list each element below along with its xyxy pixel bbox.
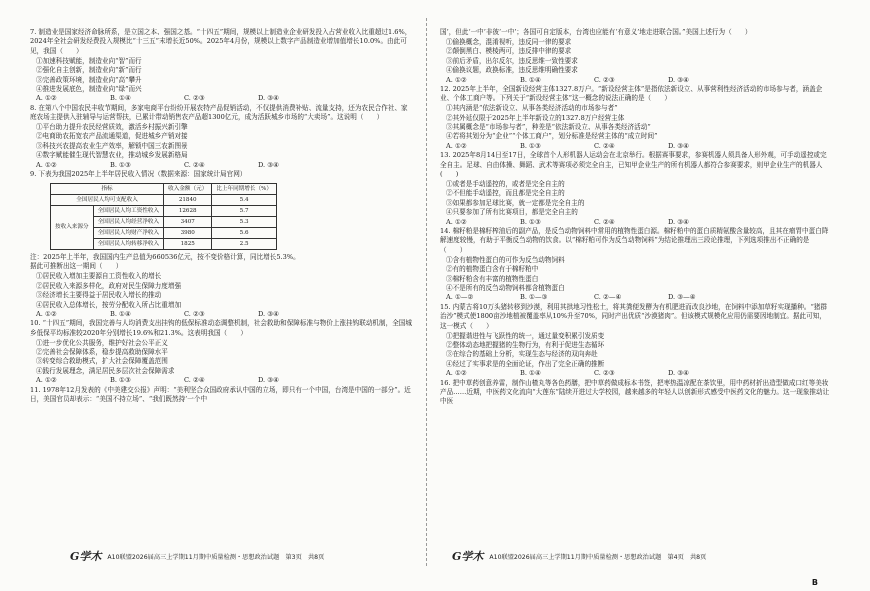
option: ④偷换议题，政换标准，违反思维明确性要求 [446,66,578,75]
choice-c: C. ②③ [184,94,205,103]
option: ①居民收入增加主要源自工资性收入的增长 [36,272,162,281]
option: ③经济增长主要得益于居民收入增长的推动 [36,291,162,300]
table-cell: 5.7 [212,205,277,216]
choice-d: D. ③④ [668,75,690,84]
question-stem: 15. 内蒙古将10万头猪转移到沙漠，利用其拱地习性松土，将其粪便发酵为有机肥进而改良沙地，在饲料中添加草籽实现播种。“猪群治沙”模式使1800亩沙地植被覆盖率从10%升至70%，同时产出优质“沙漠猪肉”。但该模式规模化应用仍需要因地制宜。据此可知，这一模式（ ） [440,302,827,330]
question-14 [440,227,832,303]
choice-d: D. ③④ [668,369,690,378]
choice-b: B. ①③ [110,376,131,385]
right-page [440,28,832,407]
option: ①含有植物性蛋白的可作为反刍动物饲料 [446,255,565,264]
answer-choices [446,76,832,85]
option: ②颠倒黑白、模棱两可，违反排中律的要求 [446,47,572,56]
question-stem: 14. 棉籽粕是棉籽榨油后的副产品，是反刍动物饲料中常用的植物性蛋白源。棉籽粕中的蛋白质精氨酸含量较高，且其在瘤胃中蛋白降解速度较慢，有助于平衡反刍动物的饮食。以“棉籽粕可作为反刍动物饲料”为结论推理出三段论推理，下列选项推出不正确的是（ ） [440,227,829,254]
table-cell: 2.5 [212,238,277,249]
option: ①其内涵是“依法新设立、从事各类经济活动的市场参与者” [446,104,618,113]
choice-a: A. ①② [36,376,57,385]
option: ③转变综合救助模式，扩大社会保障覆盖范围 [36,357,168,366]
question-13 [440,151,832,227]
footer-text: A10联盟2026届高三上学期11月期中质量检测・思想政治试题 第3页 共8页 [107,553,325,561]
choice-a: A. ①② [446,75,467,84]
left-page [30,28,414,405]
question-stem: 10. “十四五”期间，我国完善与人均消费支出挂钩的低保标准动态调整机制，社会救助和保障标准与物价上涨挂钩联动机制，全国城乡低保平均标准较2020年分别增长19.6%和21.3%。这表明我国（ ） [30,319,412,337]
choice-c: C. ②④ [184,376,205,385]
choice-d: D. ③④ [668,141,690,150]
table-cell: 5.6 [212,227,277,238]
option: ④只要参加了所有比赛项目，都是完全自主的 [446,208,578,217]
table-cell: 3980 [164,227,212,238]
option: ④践行发展理念，满足居民多层次社会保障需求 [36,366,175,375]
table-cell: 全国居民人均经营净收入 [93,216,164,227]
choice-b: B. ①④ [520,369,541,378]
choice-a: A. ①—② [446,293,474,302]
question-10 [30,319,414,385]
choice-c: C. ②④ [594,141,615,150]
choice-a: A. ①② [36,94,57,103]
option: ③如果都参加足球比赛，就一定都是完全自主的 [446,198,585,207]
choice-a: A. ①② [446,141,467,150]
brand-logo: G学木 [70,550,102,563]
option: ④数字赋能催生现代智慧农业，推动城乡发展新格局 [36,151,188,160]
option: ①加速科技赋能，制造业向“智”而行 [36,56,142,65]
question-9 [30,170,414,319]
choice-c: C. ②③ [184,309,205,318]
income-table [50,183,277,250]
option: ②其外延仅限于2025年上半年新设立的1327.8万户经营主体 [446,113,625,122]
option: ④若将其划分为“企业”“个体工商户”，划分标准是经营主体的“成立时间” [446,132,658,141]
choice-c: C. ②③ [594,75,615,84]
option: ②有的植物蛋白含有于棉籽粕中 [446,265,539,274]
choice-b: B. ①④ [110,309,131,318]
option: ①平台助力提升农民经营质效，激活乡村振兴新引擎 [36,123,188,132]
choice-b: B. ①④ [110,94,131,103]
table-cell: 21840 [164,194,212,205]
table-header: 收入金额（元） [164,183,212,194]
answer-choices [446,142,832,151]
table-header: 比上年同期增长（%） [212,183,277,194]
option: ④推进发展底色，制造业向“绿”而兴 [36,84,142,93]
table-row [51,205,277,216]
option: ②不但能手动遥控，而且都是完全自主的 [446,189,565,198]
answer-choices [446,369,832,378]
table-header-row [51,183,277,194]
question-stem: 12. 2025年上半年，全国新设经营主体1327.8万户。“新设经营主体”是指依法新设立、从事营利性经济活动的市场参与者，涵盖企业、个体工商户等。下列关于“新设经营主体”这一概念的说法正确的是（ ） [440,84,823,103]
option: ③前后矛盾，出尔反尔，违反思维一致性要求 [446,56,578,65]
table-cell: 5.3 [212,216,277,227]
choice-b: B. ①③ [520,217,541,226]
choice-b: B. ①③ [110,160,131,169]
option: ②完善社会保障体系，稳步提高救助保障水平 [36,348,168,357]
choice-c: C. ②③ [594,369,615,378]
question-8 [30,104,414,170]
option: ②电商助农拓宽农产品流通渠道，促进城乡产销对接 [36,132,188,141]
option: ①进一步优化公共服务，维护好社会公平正义 [36,338,168,347]
option: ①或者是手动遥控的，或者是完全自主的 [446,180,565,188]
option: ③在综合的基础上分析，实现生态与经济的双向奔赴 [446,350,598,359]
table-cell: 12628 [164,205,212,216]
choice-a: A. ①② [36,309,57,318]
version-letter: B [811,578,818,587]
question-ask: 据此可推断出这一期间（ ） [30,262,123,271]
question-stem: 7. 制造业是国家经济命脉所系，是立国之本、强国之基。“十四五”期间，规模以上制造业企业研发投入占营业收入比重超过1.6%，2024年全社会研发经费投入规模比“十三五”末增长近50%。2025年4月份，规模以上数字产品制造业增加值增长10.0%。由此可见，我国（ ） [30,28,412,55]
choice-c: C. ②—④ [594,293,622,302]
question-stem: 8. 在第八个中国农民丰收节期间，多家电商平台纷纷开展农特产品促销活动，不仅提供消费补贴、流量支持，还为农民合作社、家庭农场主提供入驻辅导与运营帮扶，已累计带动销售农产品超1300亿元，成为活跃城乡市场的“大卖场”。这说明（ ） [30,103,408,122]
table-cell: 3407 [164,216,212,227]
option: ④不是所有的反刍动物饲料都含植物蛋白 [446,283,565,292]
question-stem: 9. 下表为我国2025年上半年居民收入情况（数据来源：国家统计局官网） [30,170,247,179]
choice-d: D. ③④ [258,160,280,169]
table-cell: 1825 [164,238,212,249]
footer-text: A10联盟2026届高三上学期11月期中质量检测・思想政治试题 第4页 共8页 [489,553,707,561]
choice-c: C. ②④ [184,160,205,169]
question-stem: 11. 1978年12月发表的《中美建交公报》声明：“美利坚合众国政府承认中国的立场，即只有一个中国，台湾是中国的一部分”。近日，美国官员却表示：“美国不持立场”、“我们既然持‘一个中 [30,385,411,404]
table-cell: 全国居民人均财产净收入 [93,227,164,238]
option: ①把握谐进性与飞跃性的统一，通过量变积累引发质变 [446,331,605,340]
table-cell: 全国居民人均工资性收入 [93,205,164,216]
choice-a: A. ①② [446,369,467,378]
table-cell: 全国居民人均转移净收入 [93,238,164,249]
table-cell: 5.4 [212,194,277,205]
option: ②强化自主创新，制造业向“新”而行 [36,66,142,75]
page-footer-right [452,548,706,564]
table-note: 注：2025年上半年，我国国内生产总值为660536亿元，按不变价格计算，同比增长5.3%。 [30,252,300,261]
table-header: 指标 [51,183,164,194]
option: ④经过了实事求是的全面论证，作出了完全正确的推断 [446,359,605,368]
brand-logo: G学木 [452,550,484,563]
answer-choices [446,293,832,302]
choice-b: B. ①④ [520,75,541,84]
option: ④居民收入总体增长，按劳分配收入所占比重增加 [36,300,182,309]
question-15 [440,303,832,379]
page-divider [426,18,427,566]
question-16 [440,379,832,407]
answer-choices [446,218,832,227]
table-row [51,194,277,205]
option: ③科技兴农提高农业生产效率，解锁中国三农新图景 [36,141,188,150]
answer-choices [36,94,414,103]
option: ③完善政策环境，制造业向“高”攀升 [36,75,142,84]
choice-c: C. ②④ [594,217,615,226]
option: ①偷换概念，混淆视听，违反同一律的要求 [446,37,572,46]
table-group-label: 按收入来源分 [51,205,94,249]
option: ②整体动态地把握猪的生物行为，有利于促进生态循环 [446,340,605,349]
answer-choices [36,310,414,319]
answer-choices [36,376,414,385]
choice-a: A. ①② [36,160,57,169]
question-stem: 16. 把中草药创意养雷，制作山楂丸等各色药膳，把中草药做成标本书签，把枣热温凉配在茶饮里，用中药材折出造型做成口红等美妆产品……近期，中医药文化流向“大莲东”陆续开进过大学校园，越来越多的年轻人以创新形式感受中医药文化的魅力。这一现象推动让中医 [440,378,830,406]
question-11-continued [440,28,832,85]
option: ②居民收入来源多样化，政府对民生保障力度增强 [36,281,182,290]
page-footer-left [70,548,324,564]
question-stem: 国’，但此‘一中’非彼‘一中’；各国可自定版本，台湾也应能有‘有意义’地走进联合国。”美国上述行为（ ） [440,28,752,36]
option: ③棉籽粕含有丰富的植物性蛋白 [446,274,539,283]
choice-d: D. ③④ [258,376,280,385]
question-12 [440,85,832,151]
question-stem: 13. 2025年8月14日至17日，全球首个人形机器人运动会在北京举行。根据赛事要求，参赛机器人须具备人形外观，可手动遥控或完全自主。足球、自由体操、舞蹈、武术等赛项必须完全自主，已知甲企业生产的所有机器人都符合参赛要求，则甲企业生产的机器人( ) [440,151,827,179]
answer-choices [36,161,414,170]
question-11 [30,386,414,405]
question-7 [30,28,414,104]
choice-b: B. ①③ [520,141,541,150]
table-cell: 全国居民人均可支配收入 [51,194,164,205]
choice-b: B. ①—③ [520,293,548,302]
choice-d: D. ③④ [258,309,280,318]
choice-d: D. ③④ [668,217,690,226]
option: ③其属概念是“市场参与者”，种差是“依法新设立、从事各类经济活动” [446,123,651,132]
choice-a: A. ①② [446,217,467,226]
choice-d: D. ③—④ [668,293,696,302]
choice-d: D. ③④ [258,94,280,103]
